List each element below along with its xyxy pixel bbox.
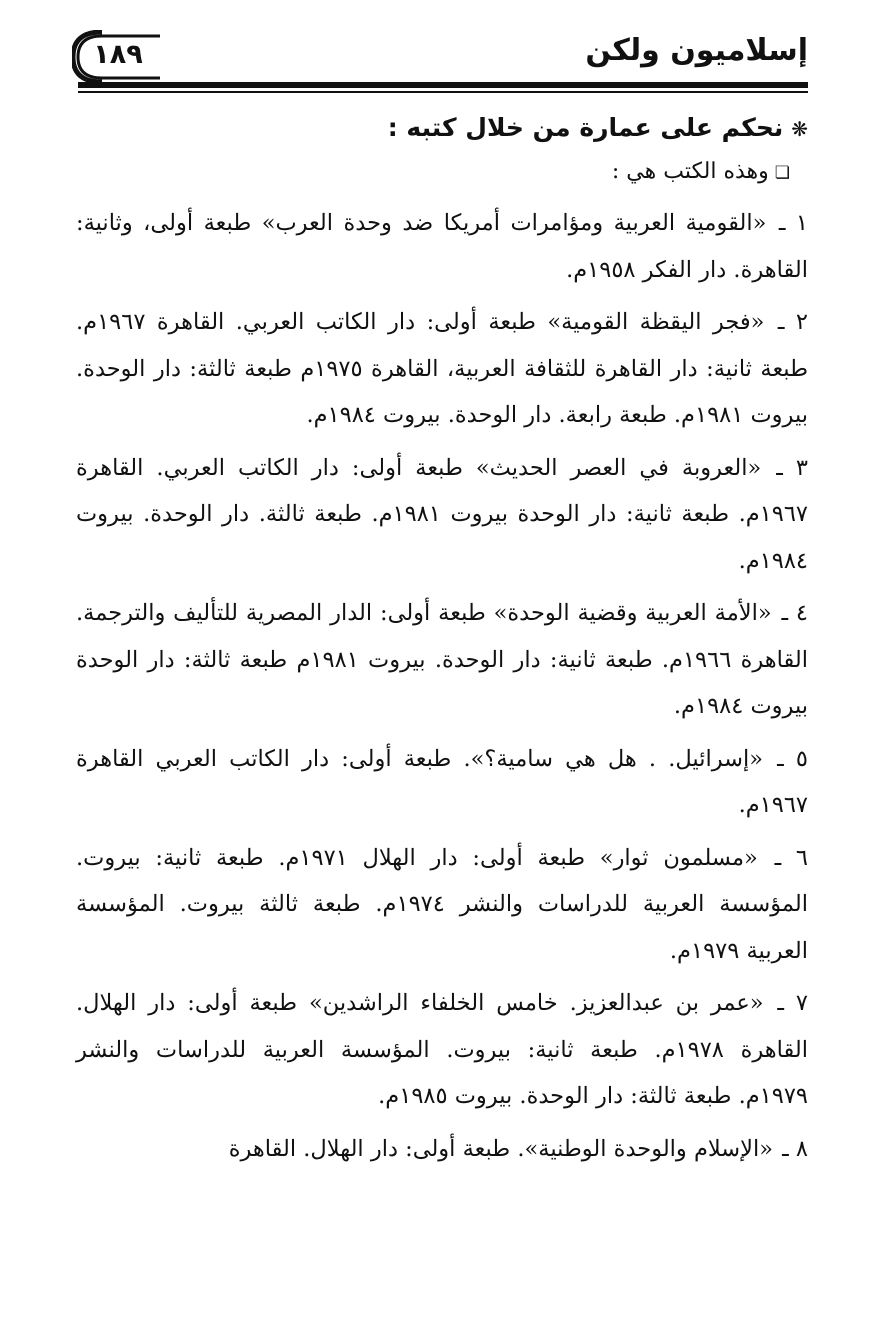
book-number: ٣ ـ [776,454,809,481]
book-entry [76,980,808,1120]
book-list [76,200,808,1172]
book-text: «القومية العربية ومؤامرات أمريكا ضد وحدة العرب» طبعة أولى، وثانية: القاهرة. دار الفكر ١٩٥٨م. [76,210,808,283]
page-number: ١٨٩ [93,39,143,70]
book-text: «إسرائيل. . هل هي سامية؟». طبعة أولى: دار الكاتب العربي القاهرة ١٩٦٧م. [76,745,808,818]
book-entry [76,736,808,829]
intro-text: وهذه الكتب هي : [611,159,769,184]
header-rule-thick [78,82,808,88]
book-entry [76,1126,808,1173]
book-number: ٧ ـ [777,990,808,1016]
book-number: ٨ ـ [782,1135,808,1162]
running-title: إسلاميون ولكن [585,33,808,68]
book-entry [76,200,808,293]
book-number: ١ ـ [778,210,808,236]
book-entry [76,590,808,730]
intro-line [76,152,808,200]
book-entry [76,445,808,585]
page-header [0,0,886,100]
book-text: «عمر بن عبدالعزيز. خامس الخلفاء الراشدين» طبعة أولى: دار الهلال. القاهرة ١٩٧٨م. طبعة ثانية: بيروت. المؤسسة العربية للدراسات والنشر ١٩٧٩م. طبعة ثالثة: دار الوحدة. بيروت ١٩٨٥م. [76,990,808,1109]
section-heading-text: نحكم على عمارة من خلال كتبه : [387,113,784,142]
book-entry [76,299,808,439]
page-body [76,108,808,1178]
book-text: «مسلمون ثوار» طبعة أولى: دار الهلال ١٩٧١م. طبعة ثانية: بيروت. المؤسسة العربية للدراسات والنشر ١٩٧٤م. طبعة ثالثة بيروت. المؤسسة العربية ١٩٧٩م. [76,844,808,964]
book-number: ٢ ـ [777,309,809,335]
page-number-badge [72,30,164,84]
book-number: ٥ ـ [777,745,809,772]
star-icon: ❋ [791,117,808,141]
section-heading [76,108,808,152]
book-text: «الأمة العربية وقضية الوحدة» طبعة أولى: الدار المصرية للتأليف والترجمة. القاهرة ١٩٦٦م. طبعة ثانية: دار الوحدة. بيروت ١٩٨١م طبعة ثالثة: دار الوحدة بيروت ١٩٨٤م. [76,600,808,719]
book-text: «فجر اليقظة القومية» طبعة أولى: دار الكاتب العربي. القاهرة ١٩٦٧م. طبعة ثانية: دار القاهرة للثقافة العربية، القاهرة ١٩٧٥م طبعة ثالثة: دار الوحدة. بيروت ١٩٨١م. طبعة رابعة. دار الوحدة. بيروت ١٩٨٤م. [76,309,809,428]
book-number: ٦ ـ [774,844,808,871]
book-entry [76,835,808,975]
book-number: ٤ ـ [781,600,809,626]
book-text: «الإسلام والوحدة الوطنية». طبعة أولى: دار الهلال. القاهرة [228,1135,773,1162]
header-rule-thin [78,91,808,93]
checkbox-icon: ❏ [774,163,790,183]
book-text: «العروبة في العصر الحديث» طبعة أولى: دار الكاتب العربي. القاهرة ١٩٦٧م. طبعة ثانية: دار الوحدة بيروت ١٩٨١م. طبعة ثالثة. دار الوحدة. بيروت ١٩٨٤م. [76,454,808,574]
